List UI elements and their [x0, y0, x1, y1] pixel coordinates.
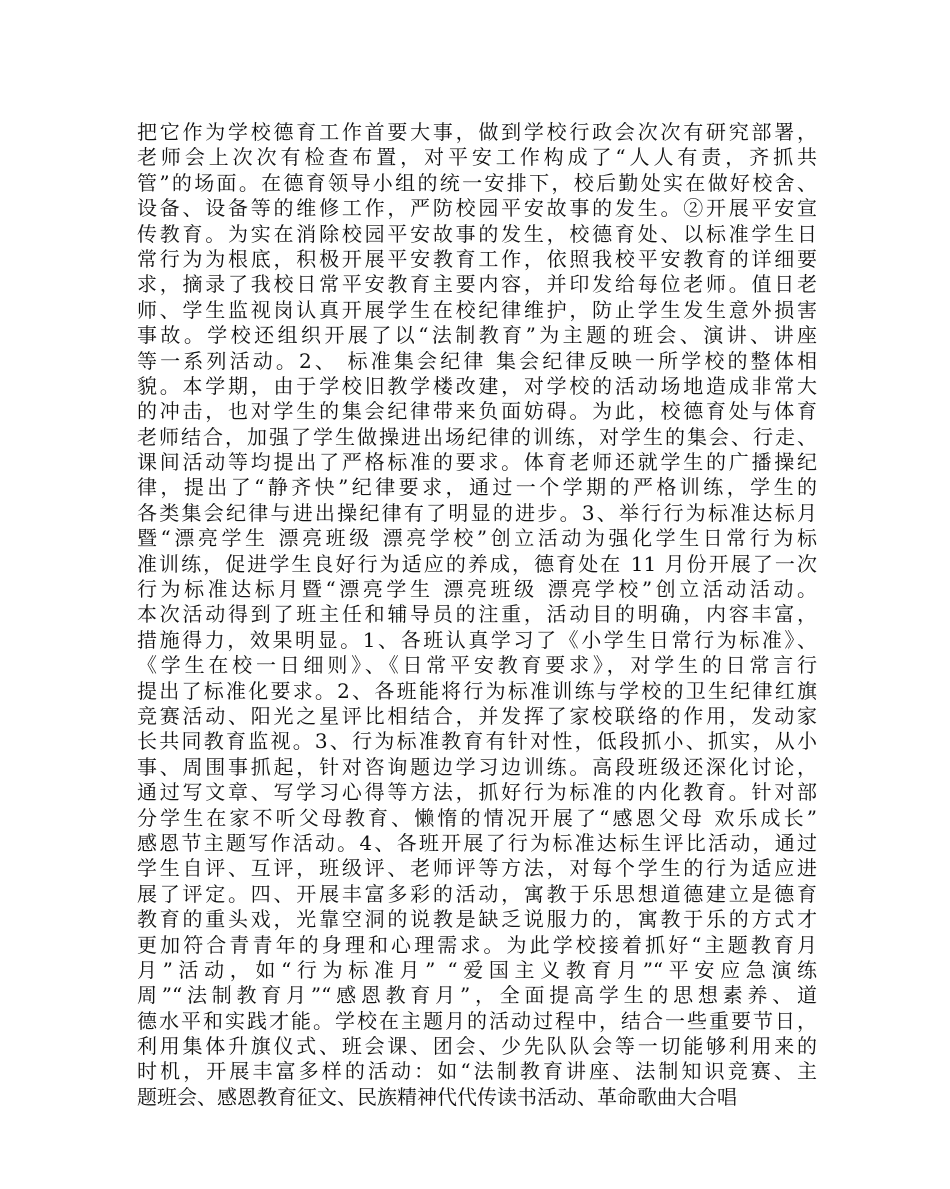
text-line: 感恩节主题写作活动。4、各班开展了行为标准达标生评比活动，通过: [137, 830, 817, 855]
text-line: 措施得力，效果明显。1、各班认真学习了《小学生日常行为标准》、: [137, 627, 817, 652]
text-line: 时机，开展丰富多样的活动：如“法制教育讲座、法制知识竞赛、主: [137, 1059, 817, 1084]
text-line: 竞赛活动、阳光之星评比相结合，并发挥了家校联络的作用，发动家: [137, 703, 817, 728]
text-line: 分学生在家不听父母教育、懒惰的情况开展了“感恩父母 欢乐成长”: [137, 805, 817, 830]
text-line: 准训练，促进学生良好行为适应的养成，德育处在 11 月份开展了一次: [137, 551, 817, 576]
text-line: 事故。学校还组织开展了以“法制教育”为主题的班会、演讲、讲座: [137, 323, 817, 348]
text-line: 利用集体升旗仪式、班会课、团会、少先队队会等一切能够利用来的: [137, 1034, 817, 1059]
text-line: 展了评定。四、开展丰富多彩的活动，寓教于乐思想道德建立是德育: [137, 881, 817, 906]
text-line: 长共同教育监视。3、行为标准教育有针对性，低段抓小、抓实，从小: [137, 729, 817, 754]
text-line: 暨“漂亮学生 漂亮班级 漂亮学校”创立活动为强化学生日常行为标: [137, 526, 817, 551]
text-line: 事、周围事抓起，针对咨询题边学习边训练。高段班级还深化讨论，: [137, 754, 817, 779]
text-line: 等一系列活动。2、 标准集会纪律 集会纪律反映一所学校的整体相: [137, 348, 817, 373]
text-line: 月”活动，如“行为标准月” “爱国主义教育月”“平安应急演练: [137, 957, 817, 982]
text-line: 学生自评、互评，班级评、老师评等方法，对每个学生的行为适应进: [137, 856, 817, 881]
text-line: 题班会、感恩教育征文、民族精神代代传读书活动、革命歌曲大合唱: [137, 1084, 737, 1109]
text-line: 老师会上次次有检查布置，对平安工作构成了“人人有责，齐抓共: [137, 145, 817, 170]
text-line: 更加符合青青年的身理和心理需求。为此学校接着抓好“主题教育月: [137, 932, 817, 957]
text-line: 管”的场面。在德育领导小组的统一安排下，校后勤处实在做好校舍、: [137, 170, 817, 195]
text-line: 律，提出了“静齐快”纪律要求，通过一个学期的严格训练，学生的: [137, 475, 817, 500]
text-line: 的冲击，也对学生的集会纪律带来负面妨碍。为此，校德育处与体育: [137, 399, 817, 424]
text-line: 教育的重头戏，光靠空洞的说教是缺乏说服力的，寓教于乐的方式才: [137, 907, 817, 932]
text-line: 常行为为根底，积极开展平安教育工作，依照我校平安教育的详细要: [137, 246, 817, 271]
text-line: 传教育。为实在消除校园平安故事的发生，校德育处、以标准学生日: [137, 221, 817, 246]
text-line: 课间活动等均提出了严格标准的要求。体育老师还就学生的广播操纪: [137, 450, 817, 475]
text-line: 师、学生监视岗认真开展学生在校纪律维护，防止学生发生意外损害: [137, 297, 817, 322]
text-line: 《学生在校一日细则》、《日常平安教育要求》，对学生的日常言行: [137, 653, 817, 678]
text-line: 貌。本学期，由于学校旧教学楼改建，对学校的活动场地造成非常大: [137, 373, 817, 398]
text-line: 设备、设备等的维修工作，严防校园平安故事的发生。②开展平安宣: [137, 196, 817, 221]
text-line: 各类集会纪律与进出操纪律有了明显的进步。3、举行行为标准达标月: [137, 500, 817, 525]
text-line: 把它作为学校德育工作首要大事，做到学校行政会次次有研究部署，: [137, 120, 817, 144]
text-line: 求，摘录了我校日常平安教育主要内容，并印发给每位老师。值日老: [137, 272, 817, 297]
text-line: 德水平和实践才能。学校在主题月的活动过程中，结合一些重要节日，: [137, 1008, 817, 1033]
text-line: 提出了标准化要求。2、各班能将行为标准训练与学校的卫生纪律红旗: [137, 678, 817, 703]
text-line: 周”“法制教育月”“感恩教育月”，全面提高学生的思想素养、道: [137, 983, 817, 1008]
text-line: 行为标准达标月暨“漂亮学生 漂亮班级 漂亮学校”创立活动活动。: [137, 577, 817, 602]
text-line: 通过写文章、写学习心得等方法，抓好行为标准的内化教育。针对部: [137, 780, 817, 805]
text-line: 本次活动得到了班主任和辅导员的注重，活动目的明确，内容丰富，: [137, 602, 817, 627]
body-text: [137, 120, 817, 1110]
text-line: 老师结合，加强了学生做操进出场纪律的训练，对学生的集会、行走、: [137, 424, 817, 449]
